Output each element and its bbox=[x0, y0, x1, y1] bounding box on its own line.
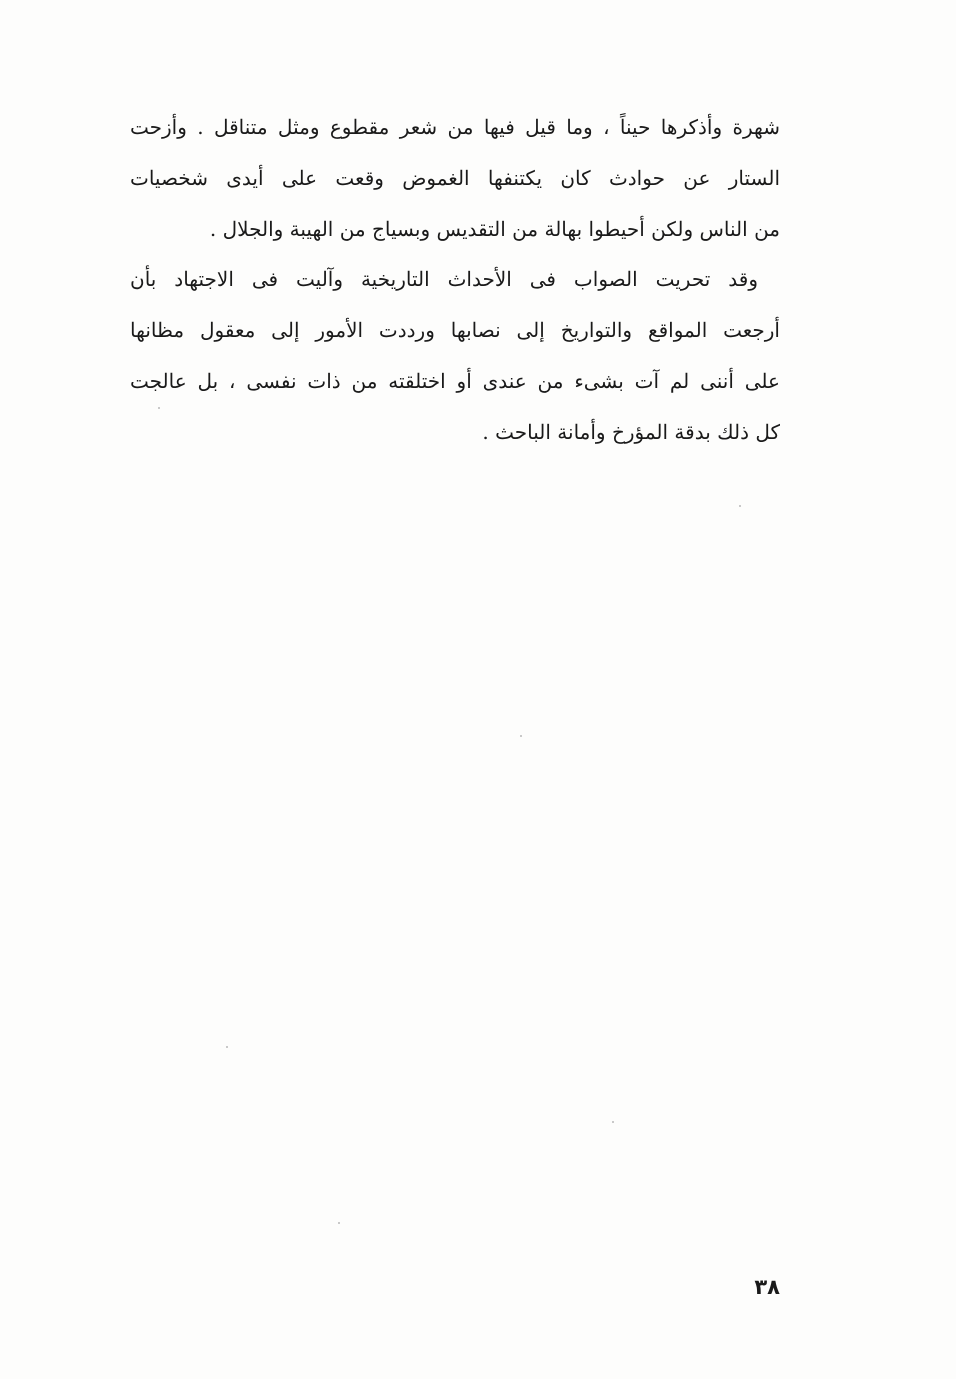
paragraph-line: الستار عن حوادث كان يكتنفها الغموض وقعت على أيدى شخصيات bbox=[130, 166, 780, 190]
scan-speck bbox=[520, 735, 522, 737]
paragraph-2 bbox=[130, 254, 780, 458]
paragraph-line: وقد تحريت الصواب فى الأحداث التاريخية وآليت فى الاجتهاد بأن bbox=[130, 267, 758, 291]
paragraph-line: أرجعت المواقع والتواريخ إلى نصابها ورددت الأمور إلى معقول مظانها bbox=[130, 318, 780, 342]
page-number: ٣٨ bbox=[754, 1275, 780, 1299]
paragraph-line: شهرة وأذكرها حيناً ، وما قيل فيها من شعر مقطوع ومثل متناقل . وأزحت bbox=[130, 115, 780, 139]
paragraph-line: من الناس ولكن أحيطوا بهالة من التقديس وبسياج من الهيبة والجلال . bbox=[209, 217, 780, 241]
paragraph-line: كل ذلك بدقة المؤرخ وأمانة الباحث . bbox=[482, 420, 780, 444]
paragraph-1 bbox=[130, 102, 780, 255]
scan-speck bbox=[612, 1121, 614, 1123]
scan-speck bbox=[739, 505, 741, 507]
scan-speck bbox=[338, 1222, 340, 1224]
scan-speck bbox=[158, 407, 160, 409]
scan-speck bbox=[226, 1046, 228, 1048]
paragraph-line: على أننى لم آت بشىء من عندى أو اختلقته من ذات نفسى ، بل عالجت bbox=[130, 369, 780, 393]
